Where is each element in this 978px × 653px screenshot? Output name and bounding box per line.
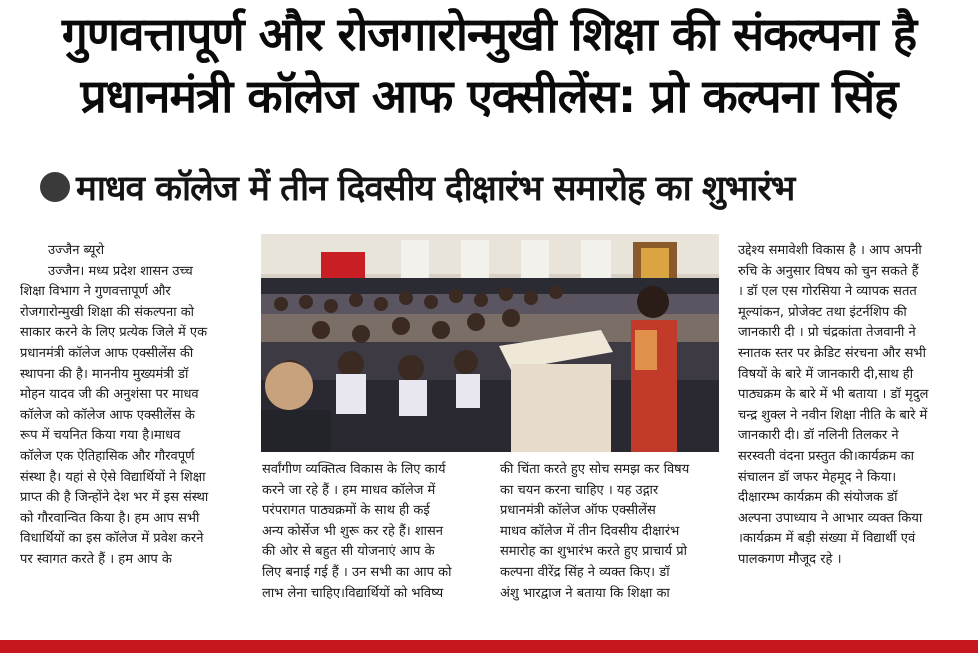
article-line: कल्पना वीरेंद्र सिंह ने व्यक्त किए। डॉ — [500, 564, 670, 580]
subheadline — [40, 162, 960, 212]
article-column-2 — [262, 460, 486, 630]
bullet-icon — [40, 172, 70, 202]
article-line: रोजगारोन्मुखी शिक्षा की संकल्पना को — [20, 304, 195, 320]
article-line: सर्वांगीण व्यक्तित्व विकास के लिए कार्य — [262, 462, 446, 477]
article-line: सरस्वती वंदना प्रस्तुत की।कार्यक्रम का — [738, 448, 914, 464]
article-line: की चिंता करते हुए सोच समझ कर विषय — [500, 462, 690, 477]
article-line: अन्य कोर्सेज भी शुरू कर रहे हैं। शासन — [262, 523, 444, 539]
article-column-3 — [500, 460, 722, 630]
article-line: उद्देश्य समावेशी विकास है । आप अपनी — [738, 243, 922, 258]
article-line: पाठ्यक्रम के बारे में भी बताया । डॉ मृदुल — [738, 387, 929, 403]
article-line: जानकारी दी। डॉ नलिनी तिलकर ने — [738, 428, 899, 444]
article-line: रुचि के अनुसार विषय को चुन सकते हैं — [738, 263, 919, 279]
article-line: प्राप्त की है जिन्होंने देश भर में इस संस्था — [20, 490, 209, 506]
article-line: मोहन यादव जी की अनुशंसा पर माधव — [20, 387, 199, 403]
article-line: चन्द्र शुक्ल ने नवीन शिक्षा नीति के बारे में — [738, 407, 928, 423]
column-1-lines — [20, 262, 244, 571]
article-line: शिक्षा विभाग ने गुणवत्तापूर्ण और — [20, 284, 171, 300]
article-line: कॉलेज को कॉलेज आफ एक्सीलेंस के — [20, 407, 195, 423]
article-column-1 — [20, 241, 244, 629]
article-line: माधव कॉलेज में तीन दिवसीय दीक्षारंभ — [500, 523, 680, 539]
article-column-4 — [738, 241, 960, 629]
article-line: समारोह का शुभारंभ करते हुए प्राचार्य प्रो — [500, 544, 687, 560]
article-line: अल्पना उपाध्याय ने आभार व्यक्त किया — [738, 510, 923, 526]
article-line: पालकगण मौजूद रहे । — [738, 551, 842, 567]
article-line: उज्जैन। मध्य प्रदेश शासन उच्च — [48, 263, 193, 279]
article-line: कॉलेज एक ऐतिहासिक और गौरवपूर्ण — [20, 448, 195, 464]
article-line: ।कार्यक्रम में बड़ी संख्या में विद्यार्थी एवं — [738, 531, 916, 547]
article-line: संस्था है। यहां से ऐसे विद्यार्थियों ने शिक्षा — [20, 469, 206, 485]
article-line: स्नातक स्तर पर क्रेडिट संरचना और सभी — [738, 345, 926, 361]
article-line: रूप में चयनित किया गया है।माधव — [20, 428, 181, 444]
article-line: विषयों के बारे में जानकारी दी,साथ ही — [738, 366, 914, 382]
article-line: संचालन डॉ जफर मेहमूद ने किया। — [738, 469, 897, 485]
article-line: मूल्यांकन, प्रोजेक्ट तथा इंटर्नशिप की — [738, 304, 907, 320]
bottom-color-bar — [0, 640, 978, 653]
event-photo-illustration — [261, 234, 719, 452]
article-line: जानकारी दी । प्रो चंद्रकांता तेजवानी ने — [738, 325, 916, 341]
headline-line-2: प्रधानमंत्री कॉलेज आफ एक्सीलेंस: प्रो कल्पना सिंह — [80, 69, 898, 123]
article-line: । डॉ एल एस गोरसिया ने व्यापक सतत — [738, 284, 917, 300]
article-line: दीक्षारम्भ कार्यक्रम की संयोजक डॉ — [738, 490, 898, 506]
article-line: की ओर से बहुत सी योजनाएं आप के — [262, 544, 435, 560]
article-line: को गौरवान्वित किया है। हम आप सभी — [20, 510, 200, 526]
article-line: लाभ लेना चाहिए।विद्यार्थियों को भविष्य — [262, 585, 444, 601]
event-photo — [261, 234, 719, 452]
article-line: पर स्वागत करते हैं । हम आप के — [20, 551, 172, 567]
subheadline-text: माधव कॉलेज में तीन दिवसीय दीक्षारंभ समारोह का शुभारंभ — [76, 168, 795, 209]
article-line: करने जा रहे हैं । हम माधव कॉलेज में — [262, 482, 436, 498]
article-line: साकार करने के लिए प्रत्येक जिले में एक — [20, 325, 208, 341]
headline-line-1: गुणवत्तापूर्ण और रोजगारोन्मुखी शिक्षा की संकल्पना है — [61, 7, 917, 61]
article-line: परंपरागत पाठ्यक्रमों के साथ ही कई — [262, 503, 430, 519]
article-line: प्रधानमंत्री कॉलेज ऑफ एक्सीलेंस — [500, 503, 656, 519]
article-line: लिए बनाई गई हैं । उन सभी का आप को — [262, 564, 452, 580]
article-line: विधार्थियों का इस कॉलेज में प्रवेश करने — [20, 531, 204, 547]
article-line: का चयन करना चाहिए । यह उद्गार — [500, 482, 659, 498]
article-line: अंशु भारद्वाज ने बताया कि शिक्षा का — [500, 585, 670, 601]
article-line: स्थापना की है। माननीय मुख्यमंत्री डॉ — [20, 366, 189, 382]
dateline: उज्जैन ब्यूरो — [48, 243, 105, 258]
article-line: प्रधानमंत्री कॉलेज आफ एक्सीलेंस की — [20, 345, 194, 361]
